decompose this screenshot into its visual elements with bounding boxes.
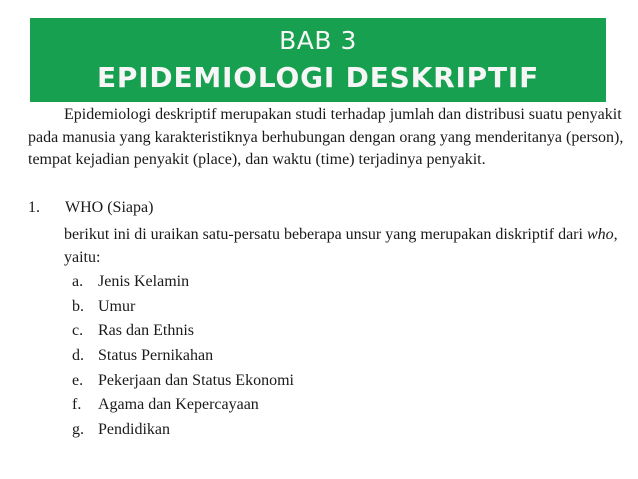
- list-item: [64, 270, 294, 295]
- list-item-text: Ras dan Ethnis: [98, 322, 194, 340]
- title-banner: [30, 18, 606, 102]
- list-marker: f.: [72, 396, 82, 414]
- list-item-text: Status Pernikahan: [98, 347, 214, 365]
- list-marker: e.: [72, 371, 84, 389]
- list-item-text: Pendidikan: [98, 421, 170, 439]
- list-marker: d.: [72, 347, 84, 365]
- list-item-text: Agama dan Kepercayaan: [98, 396, 259, 414]
- list-marker: a.: [72, 273, 84, 290]
- list-item: [64, 369, 294, 394]
- point-title: WHO (Siapa): [65, 199, 154, 216]
- list-item-text: Jenis Kelamin: [98, 273, 190, 290]
- list-marker: c.: [72, 322, 84, 340]
- list-item: [64, 393, 294, 418]
- point-description-end: , yaitu:: [64, 226, 618, 266]
- list-item-text: Umur: [98, 297, 136, 315]
- list-item-text: Pekerjaan dan Status Ekonomi: [98, 371, 294, 389]
- list-item: [64, 344, 294, 369]
- list-marker: b.: [72, 297, 84, 315]
- list-item: [64, 418, 294, 443]
- list-marker: g.: [72, 421, 84, 439]
- chapter-title: EPIDEMIOLOGI DESKRIPTIF: [96, 61, 540, 94]
- point-heading: [28, 197, 153, 219]
- list-item: [64, 319, 294, 344]
- list-item: [64, 295, 294, 320]
- chapter-label: BAB 3: [279, 26, 357, 55]
- point-description: [64, 224, 619, 269]
- point-description-emphasis: who: [586, 226, 614, 243]
- point-description-text: berikut ini di uraikan satu-persatu beberapa unsur yang merupakan diskriptif dari: [64, 226, 587, 243]
- point-number: 1.: [28, 199, 40, 216]
- intro-paragraph: Epidemiologi deskriptif merupakan studi terhadap jumlah dan distribusi suatu penyakit pada manusia yang karakteristiknya berhubungan dengan orang yang menderitanya (person), tempat kejadian penyakit (place), dan waktu (time) terjadinya penyakit.: [28, 106, 624, 168]
- sub-list: [64, 270, 294, 443]
